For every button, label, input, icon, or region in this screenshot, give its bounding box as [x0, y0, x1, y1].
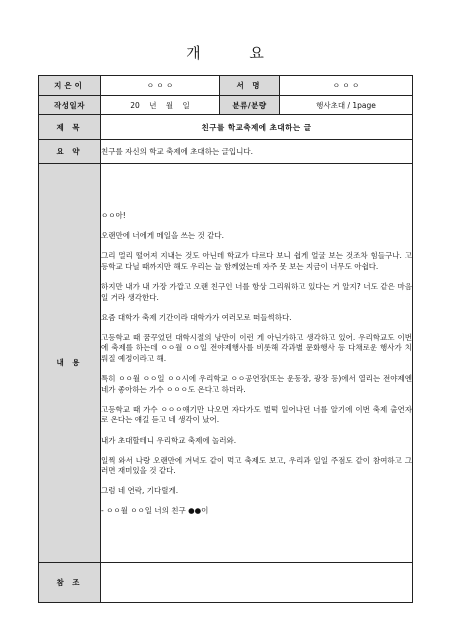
date-label: 작성일자	[39, 95, 101, 115]
document-title: 개 요	[186, 44, 286, 62]
content-paragraph: 오랜만에 너에게 메일을 쓰는 것 같다.	[101, 231, 224, 241]
subject-row	[39, 115, 413, 140]
content-body	[101, 164, 413, 562]
content-paragraph: - ㅇㅇ월 ㅇㅇ일 너의 친구 ●●이	[101, 506, 209, 516]
date-row	[39, 95, 413, 115]
subject-value: 친구를 학교축제에 초대하는 글	[101, 115, 413, 140]
reference-value	[101, 562, 413, 602]
summary-value: 친구를 자신의 학교 축제에 초대하는 글입니다.	[101, 140, 413, 164]
content-paragraph: 요즘 대학가 축제 기간이라 대학가가 여러모로 떠들썩하다.	[101, 312, 292, 322]
content-paragraph: 하지만 내가 내 가장 가깝고 오랜 친구인 너를 항상 그리워하고 있다는 거 알지? 너도 같은 마음일 거라 생각한다.	[101, 282, 412, 302]
author-value: ㅇ ㅇ ㅇ	[101, 76, 220, 96]
content-paragraph: 내가 초대할테니 우리학교 축제에 놀러와.	[101, 435, 237, 445]
category-label: 분류/분량	[220, 95, 280, 115]
author-row	[39, 76, 413, 96]
summary-form-table	[38, 75, 413, 603]
content-row	[39, 164, 413, 562]
reference-label: 참 조	[39, 562, 101, 602]
content-paragraph: 특히 ㅇㅇ월 ㅇㅇ일 ㅇㅇ시에 우리학교 ㅇㅇ공연장(또는 운동장, 광장 등)에서 열리는 전야제엔 네가 좋아하는 가수 ㅇㅇㅇ도 온다고 하더라.	[101, 374, 412, 394]
content-paragraph: 고등학교 때 가수 ㅇㅇㅇ얘기만 나오면 자다가도 벌떡 일어나던 너를 알기에 이번 축제 출연자로 온다는 얘길 듣고 네 생각이 났어.	[101, 404, 412, 425]
content-paragraph: 일찍 와서 나랑 오랜만에 겨녁도 같이 먹고 축제도 보고, 우리과 일일 주점도 같이 참여하고 그러면 재미있을 것 같다.	[101, 455, 412, 476]
content-label: 내 용	[39, 164, 101, 562]
summary-label: 요 약	[39, 140, 101, 164]
content-paragraph: 그럼 네 연락, 기다릴게.	[101, 486, 179, 496]
reference-row	[39, 562, 413, 602]
category-value: 행사초대 / 1page	[280, 95, 413, 115]
signature-label: 서 명	[220, 76, 280, 96]
summary-row	[39, 140, 413, 164]
author-label: 지은이	[39, 76, 101, 96]
subject-label: 제 목	[39, 115, 101, 140]
content-paragraph: 고등학교 때 꿈꾸었던 대학시절의 낭만이 이런 게 아닌가하고 생각하고 있어. 우리학교도 이번에 축제를 하는데 ㅇㅇ월 ㅇㅇ일 전야제행사를 비롯해 각과별 문화행사 등 다채로운 행사가 치뤄질 예정이라고 해.	[101, 332, 412, 364]
content-paragraph: ㅇㅇ아!	[101, 211, 126, 221]
date-value: 20 년 월 일	[101, 95, 220, 115]
content-paragraph: 그리 멀리 떨어져 지내는 것도 아닌데 학교가 다르다 보니 쉽게 얼굴 보는 것조차 힘들구나. 고등학교 다닐 때까지만 해도 우리는 늘 함께였는데 자주 못 보는 지금이 너무도 아쉽다.	[101, 251, 412, 271]
signature-value: ㅇ ㅇ ㅇ	[280, 76, 413, 96]
